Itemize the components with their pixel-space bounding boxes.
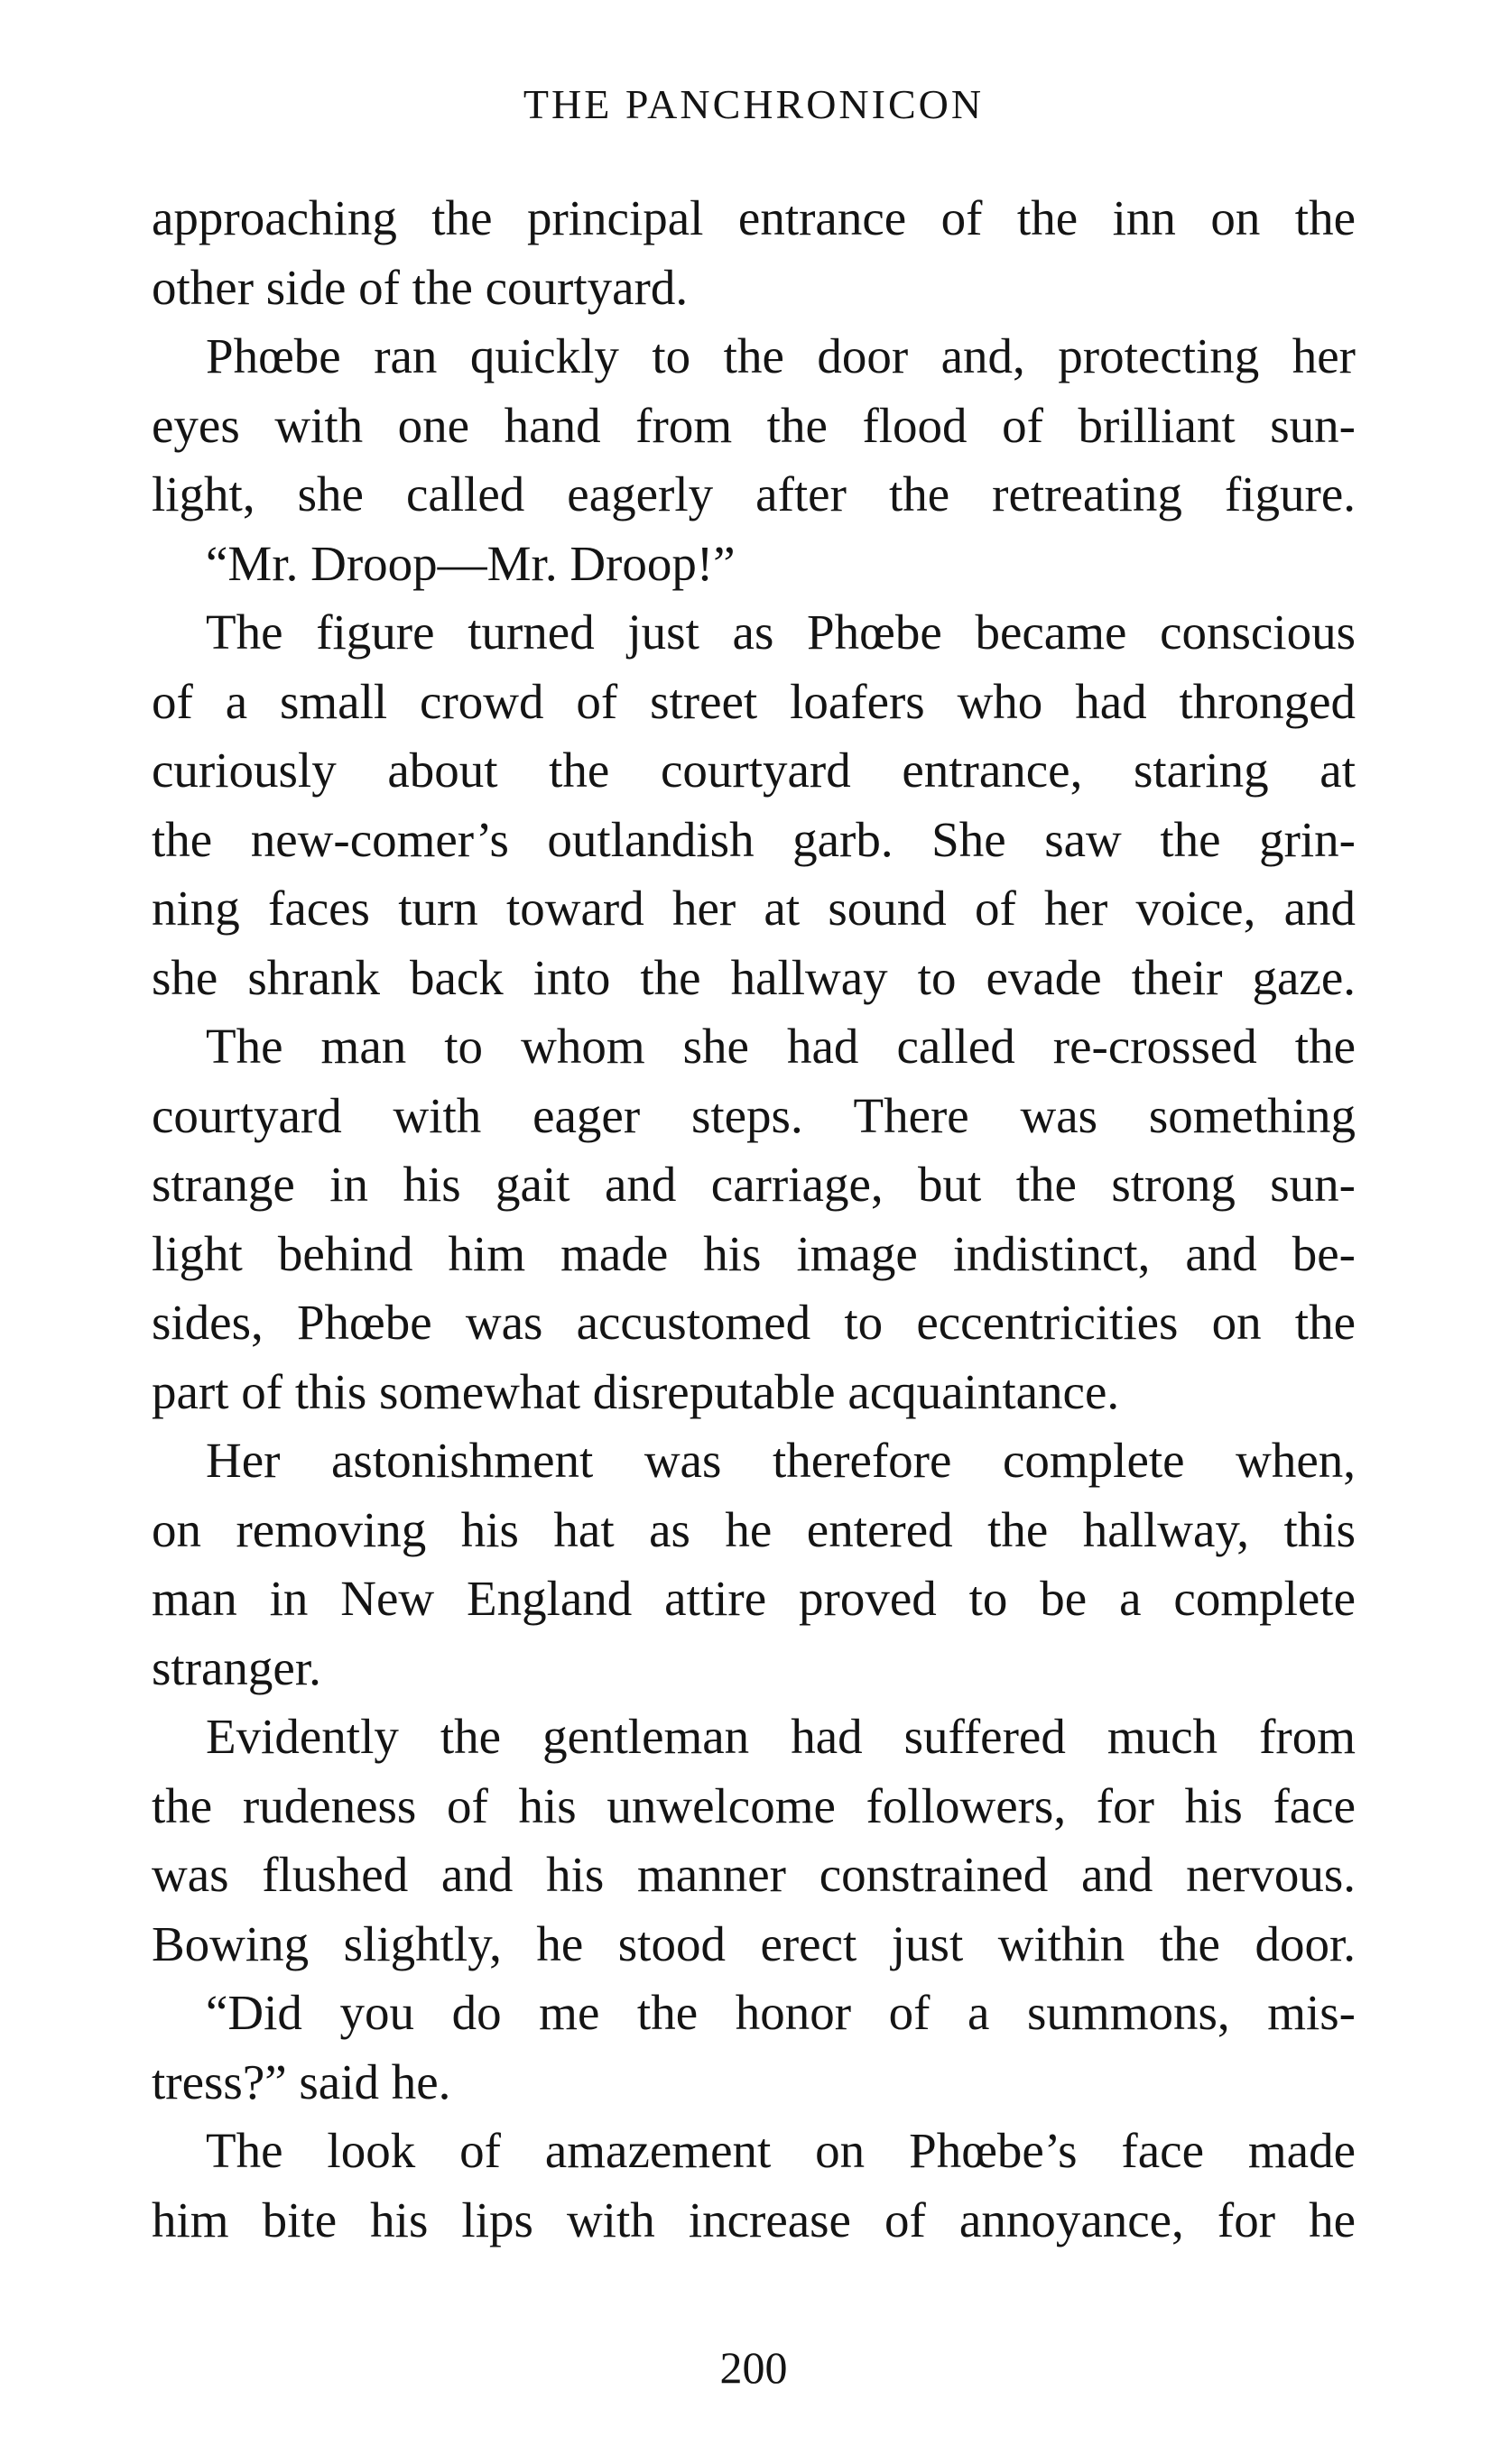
text-line: light behind him made his image indistinct, and be- [152, 1225, 1356, 1281]
text-line: Her astonishment was therefore complete when, [206, 1433, 1356, 1488]
text-line: sides, Phœbe was accustomed to eccentricities on the [152, 1295, 1356, 1350]
text-line: him bite his lips with increase of annoyance, for he [152, 2192, 1356, 2247]
running-head: THE PANCHRONICON [523, 81, 985, 127]
text-line: eyes with one hand from the flood of brilliant sun- [152, 397, 1356, 453]
text-line: ning faces turn toward her at sound of her voice, and [152, 881, 1356, 936]
text-line: “Mr. Droop—Mr. Droop!” [206, 535, 736, 591]
text-line: man in New England attire proved to be a complete [152, 1571, 1356, 1626]
text-line: she shrank back into the hallway to evade their gaze. [152, 949, 1356, 1005]
text-line: light, she called eagerly after the retreating figure. [152, 466, 1356, 521]
text-line: the rudeness of his unwelcome followers, for his face [152, 1777, 1356, 1833]
text-line: stranger. [152, 1639, 321, 1695]
text-line: approaching the principal entrance of the inn on the [152, 190, 1356, 245]
text-line: part of this somewhat disreputable acquaintance. [152, 1363, 1120, 1419]
text-line: The figure turned just as Phœbe became conscious [206, 604, 1356, 660]
text-line: curiously about the courtyard entrance, staring at [152, 743, 1356, 798]
text-line: strange in his gait and carriage, but the strong sun- [152, 1157, 1356, 1212]
text-line: Evidently the gentleman had suffered much from [206, 1709, 1356, 1764]
text-line: the new-comer’s outlandish garb. She saw the grin- [152, 811, 1356, 867]
text-line: The look of amazement on Phœbe’s face made [206, 2123, 1356, 2178]
body-text [152, 184, 1356, 2255]
text-line: of a small crowd of street loafers who had thronged [152, 673, 1356, 729]
text-line: The man to whom she had called re-crossed the [206, 1019, 1356, 1074]
text-line: other side of the courtyard. [152, 259, 689, 315]
text-line: tress?” said he. [152, 2053, 451, 2109]
text-line: Bowing slightly, he stood erect just within the door. [152, 1915, 1356, 1971]
page-number: 200 [719, 2342, 788, 2393]
text-line: Phœbe ran quickly to the door and, protecting her [206, 328, 1356, 383]
text-line: courtyard with eager steps. There was something [152, 1087, 1356, 1143]
text-line: was flushed and his manner constrained and nervous. [152, 1847, 1356, 1902]
text-line: on removing his hat as he entered the hallway, this [152, 1501, 1356, 1557]
book-page [152, 0, 1356, 2464]
text-line: “Did you do me the honor of a summons, mis- [206, 1985, 1356, 2040]
